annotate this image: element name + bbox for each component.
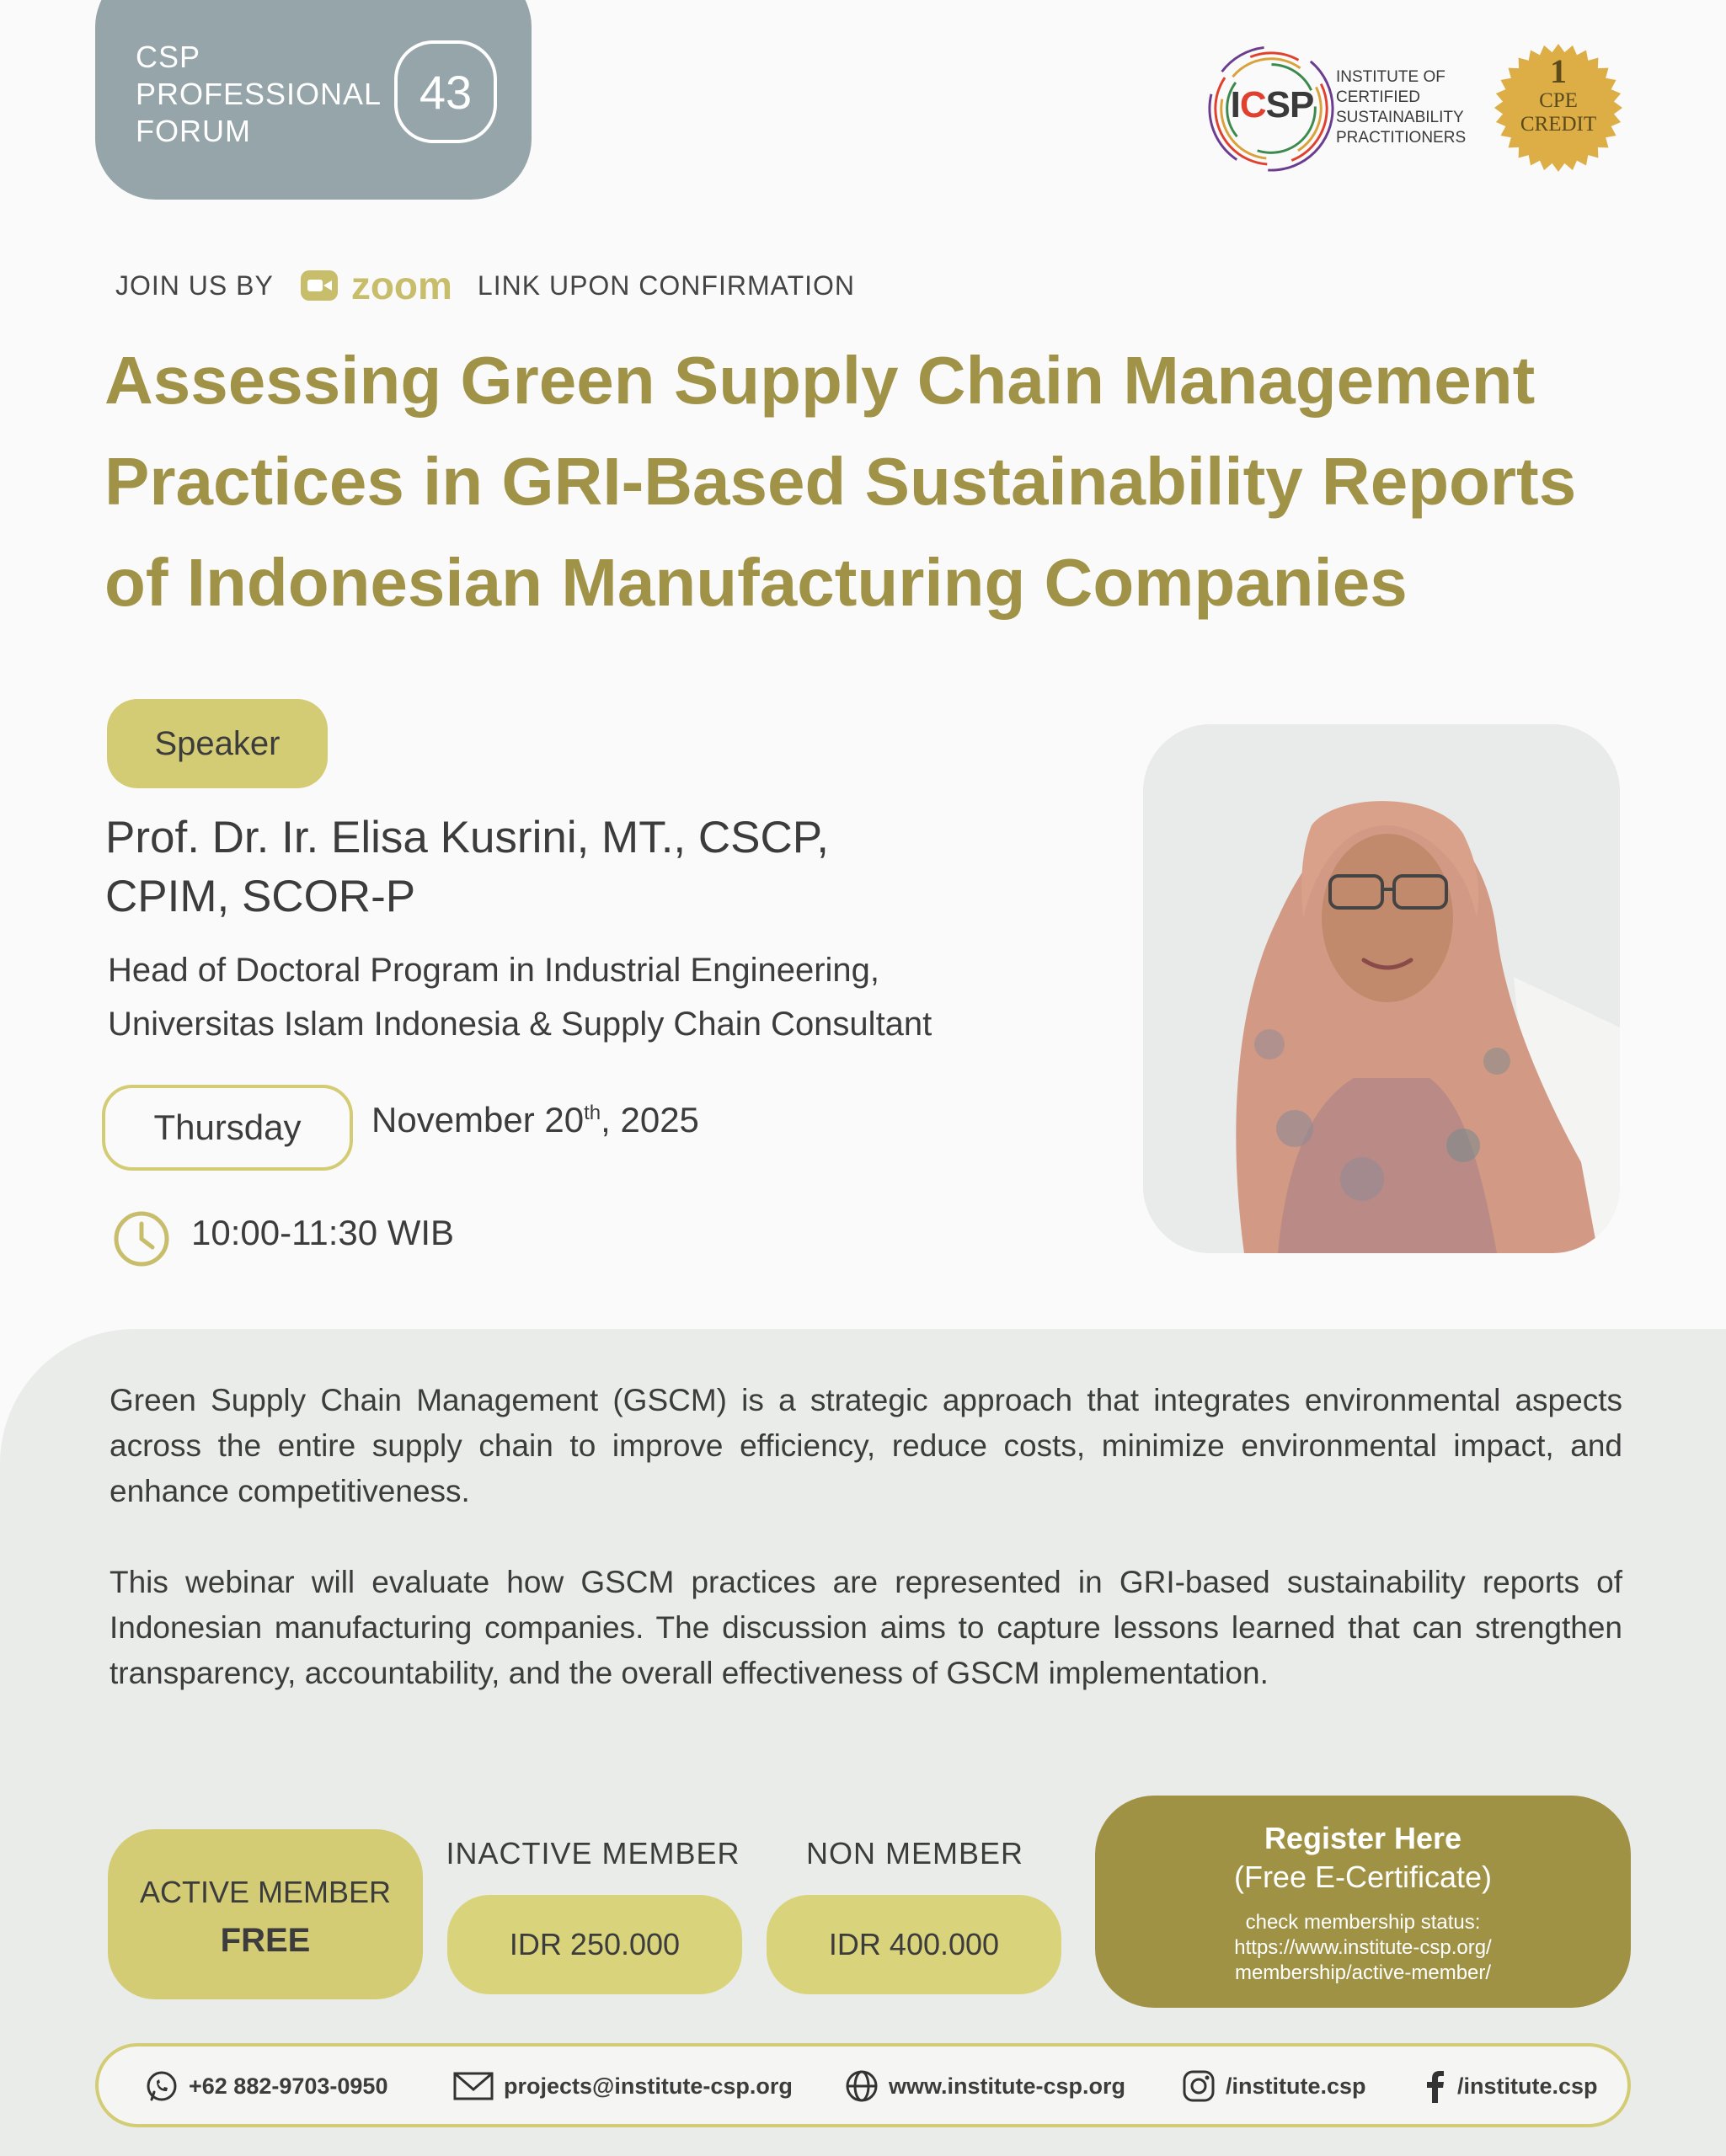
icsp-name-line3: SUSTAINABILITY: [1336, 109, 1464, 126]
event-description: [110, 1378, 1622, 1742]
title-line3: of Indonesian Manufacturing Companies: [104, 545, 1408, 620]
join-line: [115, 264, 855, 307]
instagram-icon: [1182, 2069, 1216, 2103]
cpe-label: CPE: [1539, 89, 1578, 112]
speaker-badge: Speaker: [107, 699, 328, 788]
active-member-price: [108, 1829, 423, 1999]
description-paragraph-1: Green Supply Chain Management (GSCM) is a strategic approach that integrates environmental aspects across the entire supply chain to improve efficiency, reduce costs, minimize environmental impact, and enhance competitiveness.: [110, 1383, 1622, 1508]
contact-phone[interactable]: +62 882-9703-0950: [145, 2065, 387, 2107]
active-member-label: ACTIVE MEMBER: [139, 1875, 392, 1909]
speaker-photo: [1143, 724, 1620, 1253]
contact-website[interactable]: www.institute-csp.org: [845, 2065, 1125, 2107]
forum-label-line2: PROFESSIONAL: [136, 77, 382, 111]
speaker-name: [105, 808, 1116, 926]
event-day: Thursday: [102, 1085, 353, 1171]
title-line2: Practices in GRI-Based Sustainability Reports: [104, 444, 1577, 519]
join-prefix: JOIN US BY: [115, 270, 274, 301]
facebook-icon: [1424, 2069, 1447, 2103]
forum-number: 43: [394, 40, 497, 143]
register-button[interactable]: [1095, 1796, 1631, 2008]
zoom-camera-icon: [301, 270, 338, 301]
mail-icon: [453, 2071, 494, 2101]
forum-label-line1: CSP: [136, 40, 201, 74]
register-title: Register Here: [1264, 1821, 1462, 1855]
cpe-number: 1: [1550, 52, 1567, 90]
clock-icon: [112, 1209, 171, 1268]
membership-note: check membership status: https://www.institute-csp.org/ membership/active-member/: [1095, 1910, 1631, 1986]
title-line1: Assessing Green Supply Chain Management: [104, 343, 1536, 418]
speaker-name-line2: CPIM, SCOR-P: [105, 872, 416, 921]
cpe-credit-label: CREDIT: [1520, 113, 1597, 136]
register-subtitle: (Free E-Certificate): [1233, 1860, 1493, 1894]
contact-email[interactable]: projects@institute-csp.org: [453, 2065, 793, 2107]
forum-label: [136, 39, 382, 150]
speaker-role: [108, 943, 932, 1051]
icsp-logo-text: ICSP: [1230, 84, 1314, 125]
contact-facebook[interactable]: /institute.csp: [1424, 2065, 1598, 2107]
icsp-name-line1: INSTITUTE OF: [1336, 68, 1445, 86]
non-member-label: NON MEMBER: [805, 1836, 1023, 1870]
whatsapp-icon: [145, 2069, 179, 2103]
membership-link-cont[interactable]: membership/active-member/: [1234, 1961, 1492, 1984]
event-date: November 20th, 2025: [371, 1100, 699, 1139]
non-member-price: IDR 400.000: [767, 1895, 1061, 1994]
event-title: [104, 330, 1688, 633]
globe-icon: [845, 2069, 879, 2103]
speaker-role-line2: Universitas Islam Indonesia & Supply Chain Consultant: [108, 1006, 932, 1043]
icsp-name-line2: CERTIFIED: [1336, 88, 1420, 106]
event-time: 10:00-11:30 WIB: [191, 1213, 455, 1252]
zoom-logo: zoom: [350, 264, 452, 307]
inactive-member-price: IDR 250.000: [447, 1895, 742, 1994]
membership-link[interactable]: https://www.institute-csp.org/: [1234, 1936, 1492, 1959]
speaker-role-line1: Head of Doctoral Program in Industrial Engineering,: [108, 952, 880, 989]
cpe-credit: [1493, 54, 1624, 136]
active-member-free: FREE: [220, 1922, 311, 1959]
icsp-name: [1336, 67, 1466, 148]
description-paragraph-2: This webinar will evaluate how GSCM practices are represented in GRI-based sustainability reports of Indonesian manufacturing companies. The discussion aims to capture lessons learned that can strengthen transparency, accountability, and the overall effectiveness of GSCM implementation.: [110, 1565, 1622, 1690]
forum-label-line3: FORUM: [136, 114, 251, 148]
join-suffix: LINK UPON CONFIRMATION: [477, 270, 856, 301]
icsp-name-line4: PRACTITIONERS: [1336, 129, 1467, 147]
inactive-member-label: INACTIVE MEMBER: [446, 1836, 740, 1870]
contact-instagram[interactable]: /institute.csp: [1182, 2065, 1366, 2107]
speaker-name-line1: Prof. Dr. Ir. Elisa Kusrini, MT., CSCP,: [105, 813, 830, 862]
